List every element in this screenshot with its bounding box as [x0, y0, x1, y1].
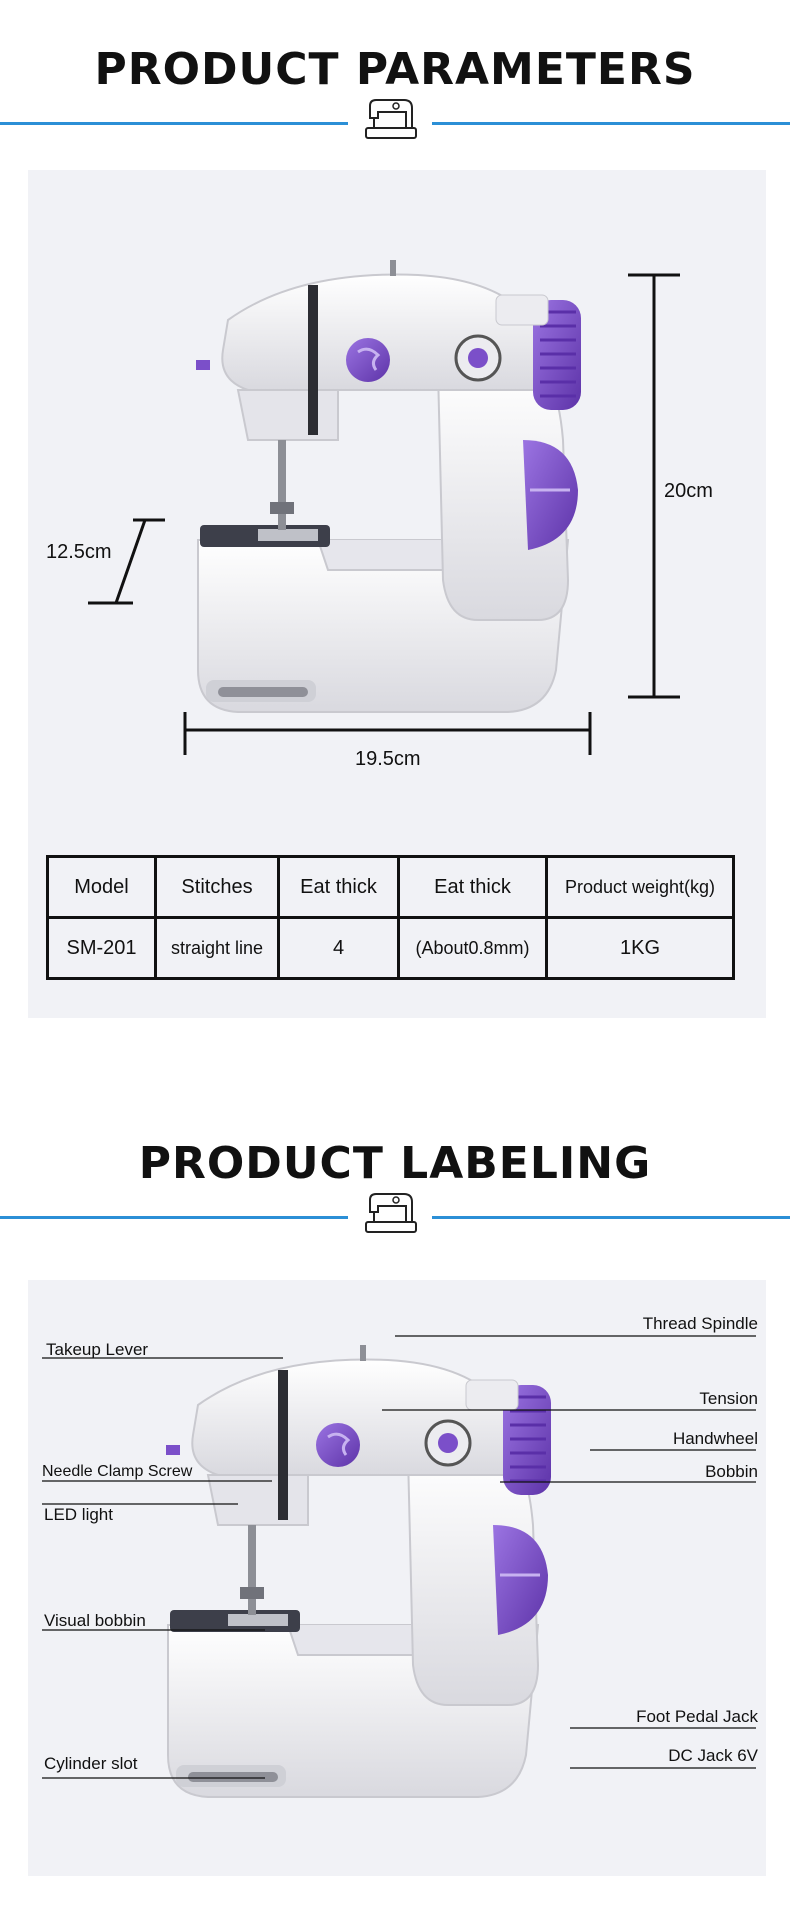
width-dimension: 19.5cm — [355, 748, 421, 770]
header-cell: Eat thick — [279, 857, 399, 918]
table-cell: (About0.8mm) — [399, 918, 547, 979]
depth-dimension: 12.5cm — [46, 541, 112, 563]
header-cell: Model — [48, 857, 156, 918]
label-dc-jack: DC Jack 6V — [668, 1746, 758, 1765]
header-cell: Product weight(kg) — [547, 857, 734, 918]
table-cell: 4 — [279, 918, 399, 979]
table-cell: 1KG — [547, 918, 734, 979]
labeling-heading: PRODUCT LABELING — [138, 1138, 652, 1189]
label-foot-pedal-jack: Foot Pedal Jack — [636, 1707, 758, 1726]
label-bobbin: Bobbin — [705, 1462, 758, 1481]
label-tension: Tension — [699, 1389, 758, 1408]
label-led-light: LED light — [44, 1505, 113, 1524]
table-cell: SM-201 — [48, 918, 156, 979]
label-cylinder-slot: Cylinder slot — [44, 1754, 138, 1773]
parameters-heading: PRODUCT PARAMETERS — [94, 44, 696, 95]
label-takeup-lever: Takeup Lever — [46, 1340, 149, 1359]
label-handwheel: Handwheel — [672, 1429, 758, 1448]
table-cell: straight line — [156, 918, 279, 979]
label-needle-clamp-screw: Needle Clamp Screw — [42, 1463, 193, 1480]
header-cell: Eat thick — [399, 857, 547, 918]
header-cell: Stitches — [156, 857, 279, 918]
label-visual-bobbin: Visual bobbin — [44, 1611, 146, 1630]
height-dimension: 20cm — [664, 480, 713, 502]
label-thread-spindle: Thread Spindle — [642, 1314, 758, 1333]
